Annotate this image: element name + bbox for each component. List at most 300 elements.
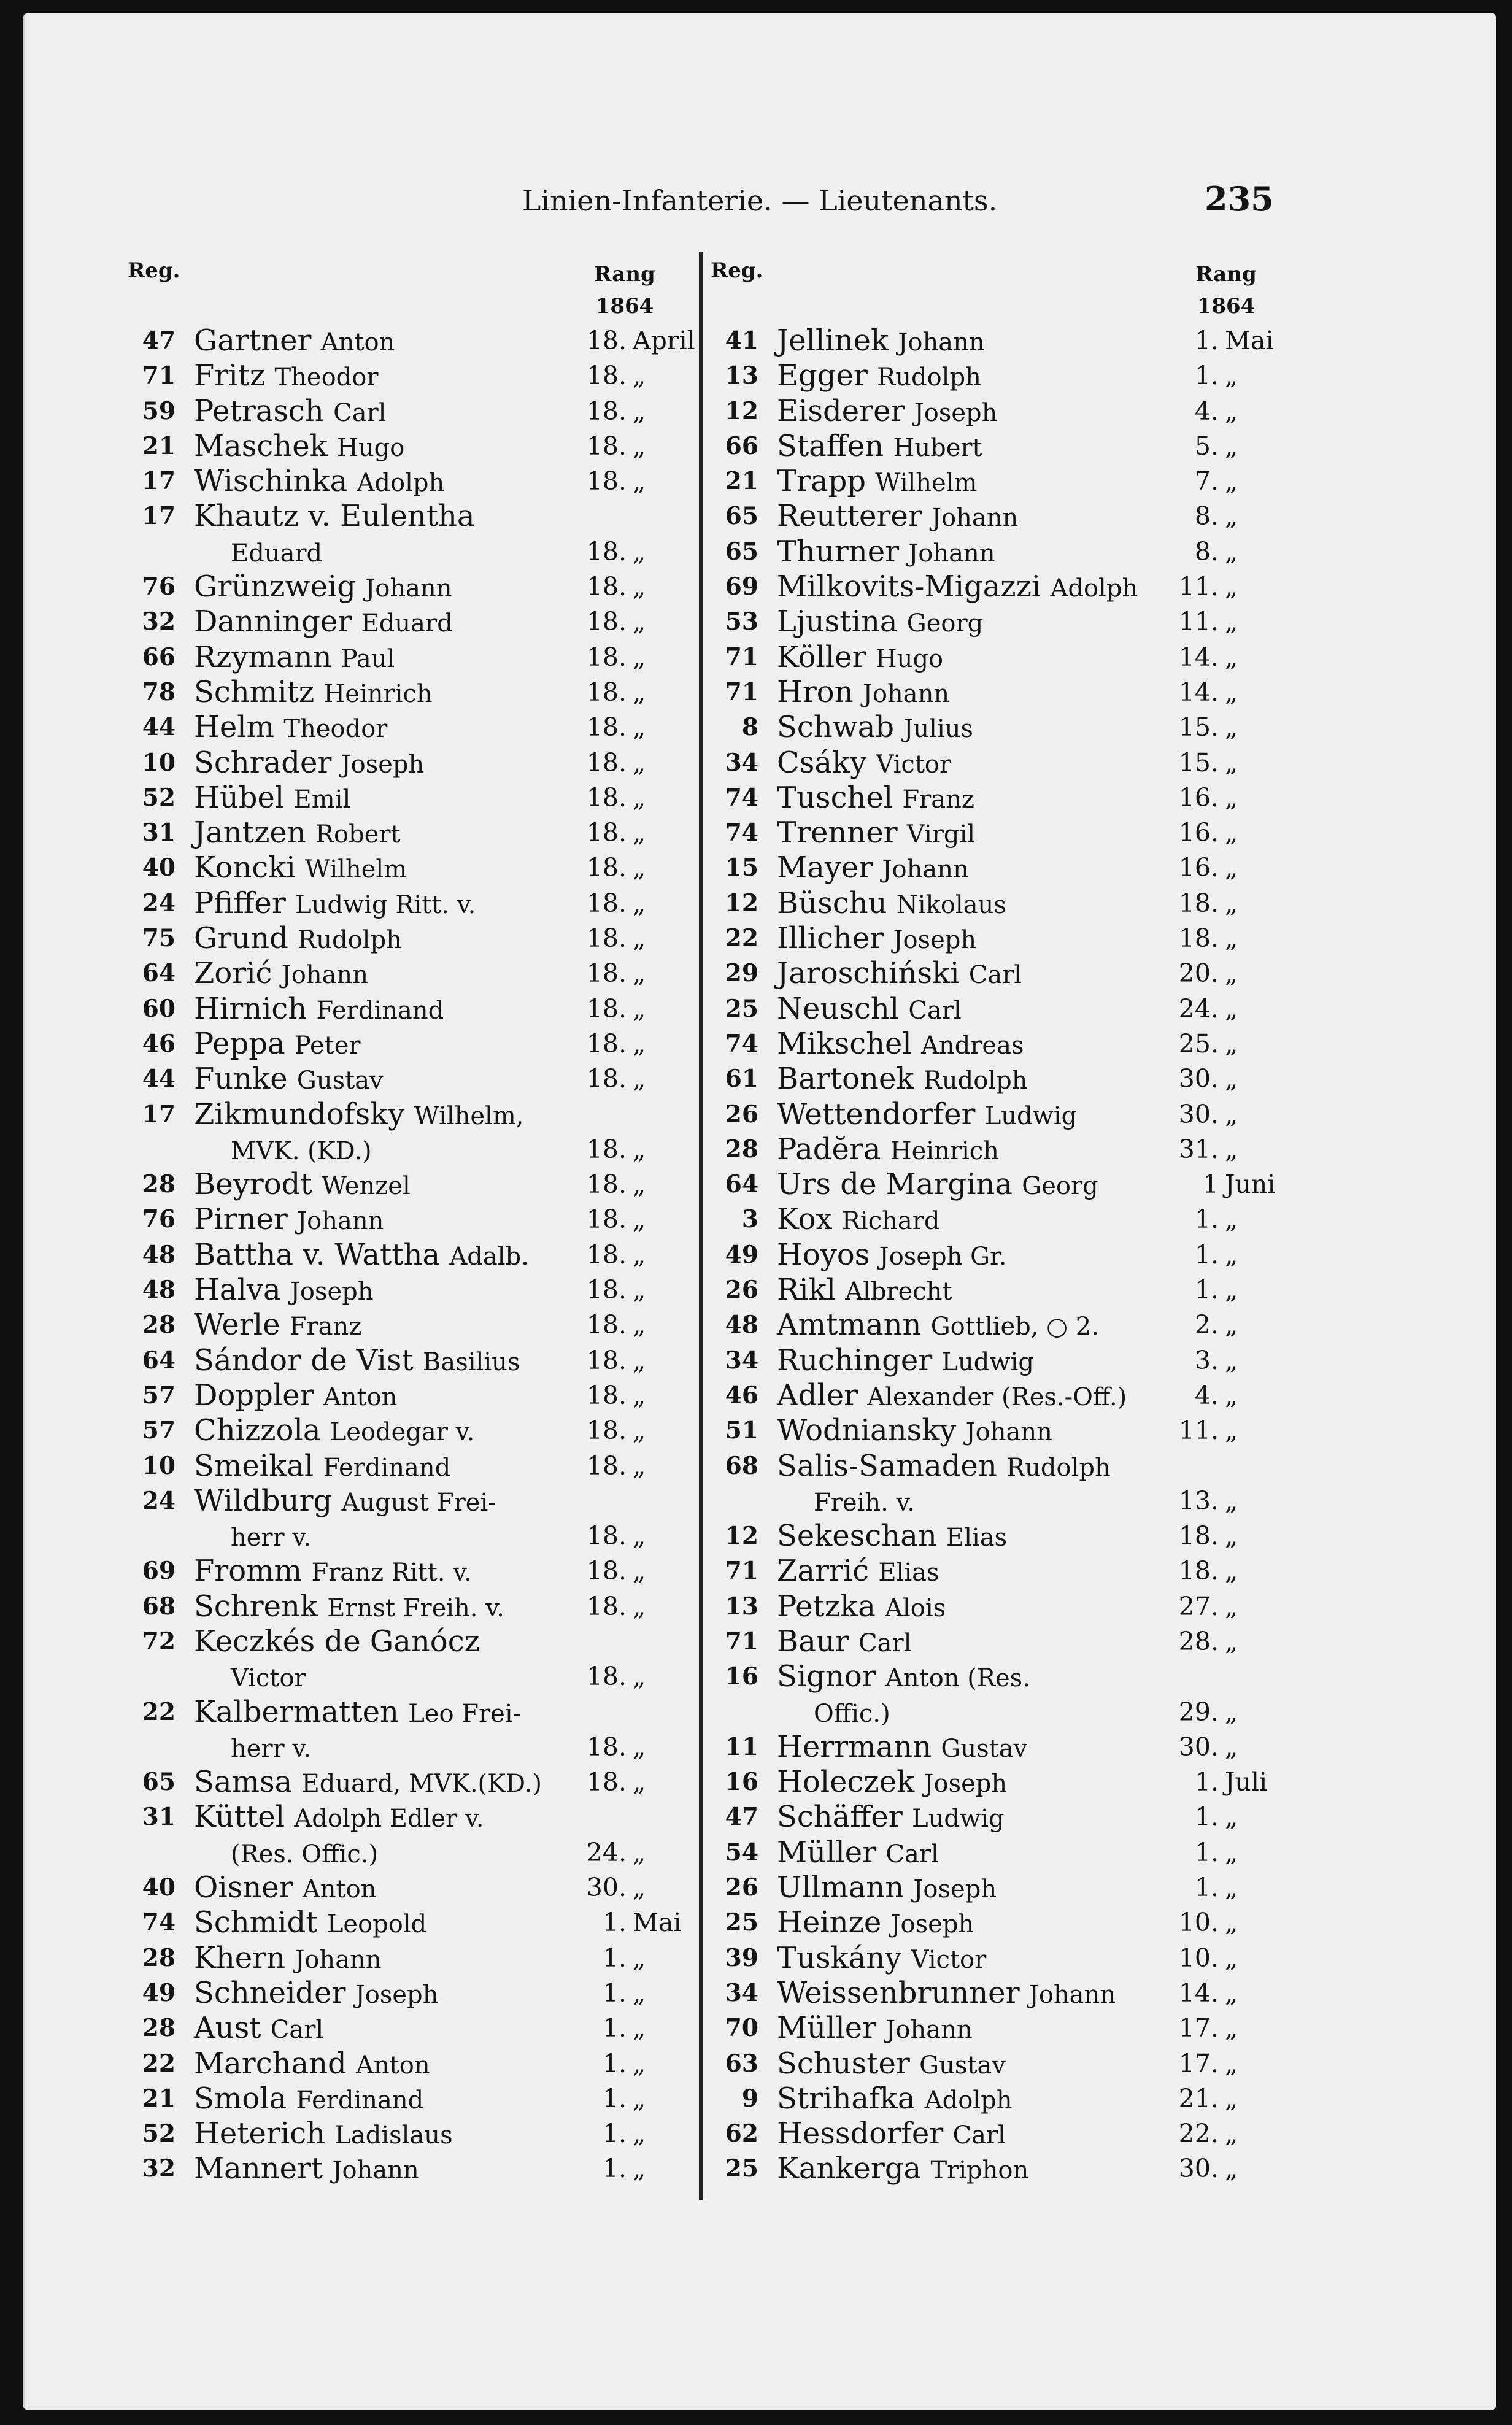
given-name: Adolph [357, 469, 445, 498]
roster-entry [711, 1062, 1284, 1097]
officer-name [777, 1343, 1034, 1380]
rank-date-day: 8. [1194, 536, 1219, 566]
given-name: Emil [293, 785, 351, 814]
surname: Tuschel [777, 780, 893, 815]
regiment-number: 65 [725, 537, 758, 566]
officer-name [777, 850, 969, 887]
surname: Fritz [194, 358, 266, 393]
rank-date-month: „ [1225, 536, 1238, 566]
officer-name [777, 746, 951, 782]
officer-name [777, 1905, 974, 1942]
roster-entry [711, 1976, 1284, 2011]
regiment-number: 15 [725, 854, 758, 882]
rank-date-day: 14. [1178, 642, 1219, 672]
surname: Schrader [194, 745, 332, 780]
rank-date-month: „ [1225, 1943, 1238, 1973]
regiment-number: 46 [142, 1029, 176, 1058]
rank-date-month: „ [1225, 818, 1238, 848]
officer-name [194, 604, 453, 641]
given-name: Johann [1028, 1980, 1116, 2009]
officer-name [194, 1941, 382, 1978]
regiment-number: 22 [142, 2049, 176, 2078]
officer-name [777, 1589, 946, 1626]
given-name: Georg [1022, 1172, 1098, 1201]
given-name: Wilhelm [304, 855, 407, 884]
rank-date-day: 18. [586, 1521, 627, 1551]
regiment-number: 8 [741, 713, 758, 742]
given-name: Freih. v. [814, 1488, 916, 1517]
rank-date-day: 13. [1178, 1486, 1219, 1516]
roster-entry [128, 1097, 698, 1132]
officer-name [194, 534, 322, 571]
surname: Petrasch [194, 393, 324, 428]
rank-date-month: „ [633, 2083, 646, 2113]
rank-date-day: 18. [586, 1134, 627, 1164]
officer-name [777, 886, 1006, 923]
regiment-number: 31 [142, 1803, 176, 1832]
given-name: Johann [965, 1418, 1052, 1447]
given-name: Theodor [274, 363, 379, 392]
regiment-number: 25 [725, 2154, 758, 2183]
surname: Peppa [194, 1026, 285, 1061]
roster-entry [128, 1378, 698, 1413]
regiment-number: 24 [142, 889, 176, 917]
regiment-number: 9 [741, 2084, 758, 2113]
surname: Mikschel [777, 1026, 912, 1061]
rank-date-month: „ [633, 1345, 646, 1375]
officer-name [194, 429, 404, 466]
given-name: Adolph [1050, 574, 1138, 603]
rank-date-day: 16. [1178, 853, 1219, 883]
officer-name [194, 1202, 384, 1239]
officer-name [194, 1976, 438, 2013]
surname: Hessdorfer [777, 2116, 944, 2151]
roster-entry [128, 992, 698, 1027]
rank-date-month: „ [633, 536, 646, 566]
given-name: Elias [946, 1524, 1008, 1552]
officer-name [194, 1765, 542, 1802]
rank-date-day: 10. [1178, 1908, 1219, 1938]
surname: Doppler [194, 1378, 314, 1413]
roster-entry [711, 2011, 1284, 2046]
surname: Aust [194, 2011, 261, 2046]
roster-entry [128, 1484, 698, 1519]
officer-name [777, 956, 1022, 993]
given-name: Ernst Freih. v. [327, 1594, 504, 1622]
surname: Baur [777, 1624, 849, 1659]
roster-entry [128, 1941, 698, 1976]
regiment-number: 32 [142, 2154, 176, 2183]
officer-name [194, 1449, 450, 1486]
officer-name [194, 1519, 311, 1556]
given-name: Heinrich [890, 1136, 999, 1165]
rank-date-day: 30. [1178, 1099, 1219, 1129]
rank-date-day: 18. [586, 396, 627, 426]
rank-date-day: 30. [1178, 1064, 1219, 1094]
roster-entry [128, 1870, 698, 1905]
roster-entry [711, 464, 1284, 499]
right-roster [711, 323, 1284, 2187]
roster-entry [711, 1519, 1284, 1554]
officer-name [777, 1765, 1007, 1802]
regiment-number: 17 [142, 502, 176, 531]
rank-date-month: „ [1225, 1380, 1238, 1410]
rank-date-month: Mai [633, 1908, 682, 1938]
officer-name [194, 1589, 504, 1626]
surname: Jaroschiński [777, 956, 960, 991]
rank-date-month: „ [633, 747, 646, 777]
rank-date-month: „ [633, 1837, 646, 1867]
given-name: Victor [231, 1664, 306, 1693]
given-name: Johann [908, 539, 995, 568]
roster-entry [128, 1554, 698, 1589]
regiment-number: 24 [142, 1486, 176, 1515]
officer-name [194, 1659, 306, 1696]
rank-date-day: 18. [586, 677, 627, 707]
roster-entry [711, 781, 1284, 815]
rank-date-day: 8. [1194, 501, 1219, 531]
rank-date-day: 7. [1194, 466, 1219, 496]
regiment-number: 48 [142, 1240, 176, 1269]
surname: Signor [777, 1659, 876, 1694]
roster-entry [128, 1202, 698, 1237]
rank-date-day: 18. [586, 1451, 627, 1481]
surname: Mannert [194, 2151, 323, 2186]
surname: Neuschl [777, 991, 900, 1026]
rank-date-day: 1. [1194, 1837, 1219, 1867]
officer-name [194, 1730, 311, 1767]
rank-date-day: 18. [586, 1380, 627, 1410]
rank-date-day: 18. [1178, 923, 1219, 954]
rank-date-month: „ [633, 1451, 646, 1481]
regiment-number: 28 [725, 1135, 758, 1163]
roster-entry [711, 2116, 1284, 2151]
surname: Zorić [194, 956, 272, 991]
roster-entry [128, 323, 698, 358]
rank-date-day: 10. [1178, 1943, 1219, 1973]
regiment-number: 21 [142, 431, 176, 460]
regiment-number: 34 [725, 748, 758, 777]
surname: Ullmann [777, 1870, 904, 1905]
surname: Chizzola [194, 1413, 321, 1448]
rank-date-month: „ [1225, 1802, 1238, 1832]
regiment-number: 28 [142, 2014, 176, 2043]
given-name: Ferdinand [296, 2086, 424, 2115]
roster-entry [711, 323, 1284, 358]
regiment-number: 26 [725, 1100, 758, 1128]
regiment-number: 39 [725, 1943, 758, 1972]
given-name: Victor [876, 750, 952, 779]
rank-date-month: „ [633, 2119, 646, 2149]
surname: Reutterer [777, 499, 922, 534]
regiment-number: 34 [725, 1346, 758, 1374]
surname: Halva [194, 1273, 281, 1308]
rang-label: Rang [594, 262, 655, 287]
rank-date-month: „ [633, 1943, 646, 1973]
officer-name [777, 1238, 1006, 1274]
officer-name [194, 1027, 361, 1063]
regiment-number: 26 [725, 1873, 758, 1902]
roster-entry [711, 604, 1284, 639]
rank-date-day: 1. [1194, 361, 1219, 391]
rank-date-day: 15. [1178, 747, 1219, 777]
rank-date-month: „ [1225, 1978, 1238, 2008]
regiment-number: 71 [725, 642, 758, 671]
roster-entry [711, 1027, 1284, 1062]
regiment-number: 10 [142, 1451, 176, 1480]
roster-entry [128, 534, 698, 569]
surname: Eisderer [777, 393, 905, 428]
rank-date-day: 18. [1178, 1521, 1219, 1551]
rank-date-day: 18. [586, 361, 627, 391]
surname: Amtmann [777, 1308, 922, 1343]
rank-date-month: „ [633, 1662, 646, 1692]
roster-entry [128, 2081, 698, 2116]
rank-date-day: 17. [1178, 2048, 1219, 2078]
surname: Jantzen [194, 815, 306, 850]
given-name: Alois [885, 1594, 946, 1622]
given-name: Richard [841, 1207, 940, 1236]
surname: Urs de Margina [777, 1167, 1012, 1202]
given-name: Carl [858, 1629, 912, 1657]
roster-entry [711, 1554, 1284, 1589]
rank-date-day: 18. [586, 466, 627, 496]
officer-name [777, 2116, 1006, 2153]
regiment-number: 28 [142, 1311, 176, 1340]
roster-entry [128, 886, 698, 921]
rank-date-day: 11. [1178, 1416, 1219, 1446]
rank-date-month: „ [1225, 1732, 1238, 1762]
roster-entry [128, 499, 698, 534]
roster-entry [128, 1449, 698, 1484]
roster-entry [711, 1905, 1284, 1940]
roster-entry [711, 1624, 1284, 1659]
officer-name [777, 1659, 1030, 1696]
regiment-number: 52 [142, 2119, 176, 2148]
officer-name [194, 781, 350, 817]
surname: Wodniansky [777, 1413, 957, 1448]
rank-date-day: 17. [1178, 2013, 1219, 2043]
rank-date-month: „ [633, 1556, 646, 1586]
roster-entry [128, 675, 698, 710]
rank-date-month: „ [1225, 431, 1238, 461]
given-name: Joseph [355, 1980, 439, 2009]
surname: Schrenk [194, 1589, 318, 1624]
rank-date-day: 18. [586, 1591, 627, 1621]
rank-date-month: „ [1225, 642, 1238, 672]
rank-date-day: 18. [586, 431, 627, 461]
rank-date-day: 3. [1194, 1345, 1219, 1375]
surname: Jellinek [777, 323, 889, 358]
left-roster [128, 323, 698, 2187]
roster-entry [128, 569, 698, 604]
rank-date-day: 1. [1194, 1239, 1219, 1270]
rank-date-day: 14. [1178, 1978, 1219, 2008]
rank-date-month: „ [633, 712, 646, 742]
roster-entry [711, 394, 1284, 429]
roster-entry [128, 1695, 698, 1730]
surname: Schwab [777, 710, 895, 745]
roster-entry [711, 1800, 1284, 1835]
given-name: Rudolph [298, 926, 402, 955]
roster-entry [128, 1800, 698, 1835]
surname: Khern [194, 1940, 286, 1975]
regiment-number: 53 [725, 607, 758, 636]
reg-heading: Reg. [711, 258, 763, 283]
given-name: Anton (Res. [885, 1664, 1030, 1693]
rank-date-day: 18. [1178, 888, 1219, 918]
given-name: Ladislaus [334, 2121, 453, 2150]
given-name: Leopold [326, 1910, 427, 1939]
surname: Rzymann [194, 639, 332, 674]
officer-name [777, 394, 997, 431]
regiment-number: 65 [725, 502, 758, 531]
officer-name [194, 323, 395, 360]
given-name: Rudolph [877, 363, 981, 392]
rank-date-month: „ [1225, 2154, 1238, 2184]
surname: Fromm [194, 1554, 303, 1589]
rank-date-month: „ [633, 361, 646, 391]
roster-entry [128, 1167, 698, 1202]
given-name: Eduard, MVK.(KD.) [301, 1770, 542, 1799]
officer-name [777, 429, 982, 466]
given-name: Heinrich [323, 679, 433, 708]
rank-date-month: „ [633, 431, 646, 461]
surname: Petzka [777, 1589, 876, 1624]
given-name: Johann [281, 961, 368, 990]
regiment-number: 12 [725, 1522, 758, 1551]
rank-date-day: 18. [586, 993, 627, 1024]
rank-date-day: 30. [1178, 1732, 1219, 1762]
rank-date-day: 18. [586, 1732, 627, 1762]
officer-name [194, 2081, 423, 2118]
rank-date-day: 18. [586, 958, 627, 989]
given-name: Johann [862, 679, 950, 708]
officer-name [777, 1097, 1077, 1134]
officer-name [194, 956, 368, 993]
officer-name [194, 886, 476, 923]
officer-name [194, 675, 433, 712]
given-name: Anton [302, 1875, 377, 1904]
roster-entry [711, 2081, 1284, 2116]
rank-date-month: „ [633, 2154, 646, 2184]
rank-date-day: 30. [1178, 2154, 1219, 2184]
given-name: Ludwig [912, 1805, 1005, 1833]
rank-date-day: 18. [586, 326, 627, 355]
rank-date-day: 18. [586, 1345, 627, 1375]
roster-entry [711, 640, 1284, 675]
surname: Trenner [777, 815, 898, 850]
surname: Illicher [777, 921, 884, 956]
surname: Pfiffer [194, 885, 286, 920]
roster-entry [711, 1378, 1284, 1413]
given-name: Franz [289, 1313, 362, 1341]
officer-name [777, 1730, 1027, 1767]
officer-name [777, 1624, 911, 1661]
given-name: Joseph [341, 750, 425, 779]
rank-date-day: 18. [586, 853, 627, 883]
rank-date-month: „ [1225, 607, 1238, 637]
rank-date-month: „ [1225, 993, 1238, 1024]
given-name: Johann [365, 574, 452, 603]
roster-entry [711, 1273, 1284, 1308]
regiment-number: 17 [142, 467, 176, 496]
rank-date-month: „ [633, 396, 646, 426]
surname: Csáky [777, 745, 867, 780]
regiment-number: 21 [142, 2084, 176, 2113]
surname: Hirnich [194, 991, 307, 1026]
surname: Köller [777, 639, 866, 674]
officer-name [194, 1870, 376, 1907]
rank-date-month: „ [1225, 1099, 1238, 1129]
regiment-number: 54 [725, 1838, 758, 1867]
surname: Smola [194, 2081, 287, 2116]
officer-name [194, 710, 387, 747]
surname: Zikmundofsky [194, 1097, 405, 1132]
running-title: Linien-Infanterie. — Lieutenants. [522, 184, 998, 217]
rank-date-day: 1. [602, 2119, 627, 2149]
rank-date-month: „ [1225, 1134, 1238, 1164]
roster-entry [128, 640, 698, 675]
roster-entry [128, 1589, 698, 1624]
regiment-number: 59 [142, 396, 176, 425]
roster-entry [128, 1343, 698, 1378]
rank-date-month: „ [633, 1978, 646, 2008]
given-name: Adolph Edler v. [294, 1805, 484, 1833]
surname: Oisner [194, 1870, 293, 1905]
roster-entry [711, 1202, 1284, 1237]
roster-entry [711, 1343, 1284, 1378]
rank-date-day: 24. [586, 1837, 627, 1867]
rang-year: 1864 [595, 294, 654, 318]
surname: Salis-Samaden [777, 1448, 997, 1483]
surname: Wildburg [194, 1483, 333, 1518]
given-name: herr v. [231, 1734, 311, 1763]
officer-name [194, 1905, 426, 1942]
rank-date-day: 1. [602, 2013, 627, 2043]
rank-date-day: 1. [1194, 1873, 1219, 1903]
officer-name [777, 1800, 1005, 1837]
roster-entry [711, 1449, 1284, 1484]
regiment-number: 22 [142, 1697, 176, 1726]
roster-entry [128, 394, 698, 429]
rank-date-day: 18. [586, 747, 627, 777]
given-name: Carl [270, 2016, 324, 2045]
given-name: Hugo [875, 644, 944, 673]
given-name: Franz Ritt. v. [311, 1559, 472, 1587]
officer-name [777, 1449, 1111, 1486]
roster-entry [128, 1730, 698, 1765]
roster-entry [128, 429, 698, 464]
regiment-number: 69 [142, 1557, 176, 1586]
roster-entry [128, 2116, 698, 2151]
rank-date-month: „ [633, 677, 646, 707]
rank-date-month: „ [1225, 923, 1238, 954]
rank-date-month: „ [633, 466, 646, 496]
rank-date-day: 31. [1178, 1134, 1219, 1164]
roster-entry [711, 2046, 1284, 2081]
regiment-number: 16 [725, 1768, 758, 1797]
officer-name [194, 1484, 496, 1521]
officer-name [194, 1343, 520, 1380]
officer-name [194, 815, 401, 852]
regiment-number: 47 [725, 1803, 758, 1832]
officer-name [777, 569, 1138, 606]
roster-entry [711, 429, 1284, 464]
roster-entry [711, 1238, 1284, 1273]
given-name: Paul [341, 644, 395, 673]
regiment-number: 25 [725, 1908, 758, 1937]
